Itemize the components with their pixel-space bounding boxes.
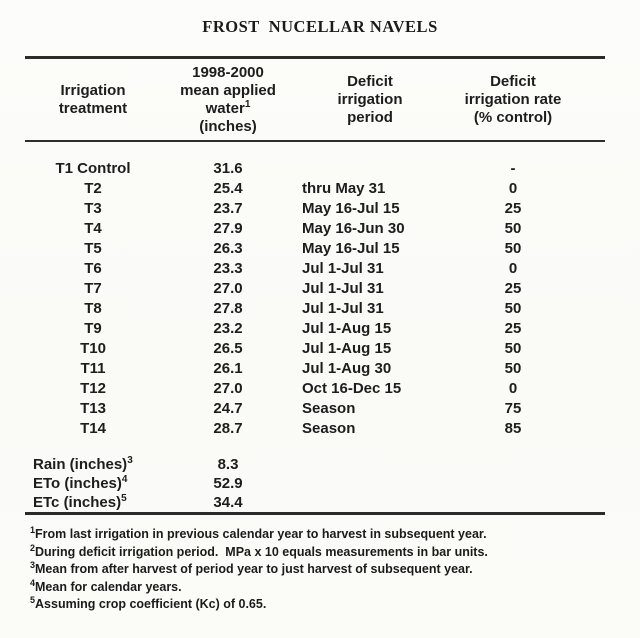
header-line: mean applied (180, 82, 276, 99)
footnote-marker: 5 (121, 493, 127, 504)
footnote (30, 596, 605, 614)
footnote-marker: 4 (121, 474, 128, 485)
footnote-text: Assuming crop coefficient (Kc) of 0.65. (35, 597, 267, 611)
cell-period: Season (302, 420, 356, 437)
header-line: irrigation (337, 91, 403, 108)
cell-rate: - (510, 160, 516, 177)
table-bottom-rule (25, 512, 605, 515)
summary-label: Rain (inches)$^3$ (33, 455, 133, 473)
cell-rate: 0 (508, 180, 518, 197)
cell-applied-water: 27.0 (213, 280, 243, 297)
footnotes-section (25, 526, 605, 614)
cell-treatment: T8 (84, 300, 102, 317)
cell-period: Jul 1-Jul 31 (302, 300, 384, 317)
footnote (30, 579, 605, 597)
footnote (30, 561, 605, 579)
page-title: FROST NUCELLAR NAVELS (202, 17, 438, 36)
cell-spacer (581, 179, 605, 199)
footnote-marker: 3 (30, 559, 36, 570)
header-deficit-irrigation-period (295, 64, 445, 136)
cell-treatment: T4 (84, 220, 102, 237)
header-mean-applied-water (161, 64, 295, 136)
table-row (25, 159, 605, 179)
table-row (25, 419, 605, 439)
cell-applied-water: 23.3 (213, 260, 243, 277)
cell-spacer (581, 199, 605, 219)
table-row (25, 359, 605, 379)
footnote-marker: 3 (127, 455, 133, 466)
cell-spacer (581, 279, 605, 299)
cell-period (295, 159, 445, 179)
table-body (25, 142, 605, 439)
cell-rate: 50 (504, 220, 522, 237)
cell-period: Jul 1-Aug 15 (302, 340, 392, 357)
cell-applied-water: 27.8 (213, 300, 243, 317)
cell-rate: 75 (504, 400, 522, 417)
table-row (25, 319, 605, 339)
summary-row (25, 455, 605, 474)
cell-spacer (581, 319, 605, 339)
cell-treatment: T13 (80, 400, 106, 417)
cell-applied-water: 28.7 (213, 420, 243, 437)
table-row (25, 199, 605, 219)
cell-rate: 85 (504, 420, 522, 437)
table-row (25, 379, 605, 399)
header-line: 1998-2000 (192, 64, 264, 81)
summary-value: 8.3 (217, 456, 239, 473)
header-spacer (581, 64, 605, 136)
summary-value: 34.4 (213, 494, 243, 511)
cell-rate: 25 (504, 320, 522, 337)
summary-value: 52.9 (213, 475, 243, 492)
cell-period: Jul 1-Jul 31 (302, 260, 384, 277)
cell-period: May 16-Jul 15 (302, 240, 400, 257)
cell-treatment: T14 (80, 420, 106, 437)
cell-period: Oct 16-Dec 15 (302, 380, 402, 397)
cell-treatment: T11 (80, 360, 106, 377)
cell-applied-water: 24.7 (213, 400, 243, 417)
cell-applied-water: 23.7 (213, 200, 243, 217)
footnote-text: From last irrigation in previous calendar year to harvest in subsequent year. (35, 527, 487, 541)
cell-period: Jul 1-Jul 31 (302, 280, 384, 297)
cell-rate: 25 (504, 280, 522, 297)
header-line: period (347, 109, 393, 126)
footnote-marker: 5 (30, 594, 36, 605)
cell-period: Season (302, 400, 356, 417)
cell-treatment: T9 (84, 320, 102, 337)
header-line: (inches) (199, 118, 257, 135)
cell-applied-water: 23.2 (213, 320, 243, 337)
footnote-marker: 1 (244, 99, 251, 110)
cell-period: thru May 31 (302, 180, 386, 197)
summary-row (25, 474, 605, 493)
cell-spacer (581, 379, 605, 399)
footnote (30, 526, 605, 544)
cell-spacer (581, 159, 605, 179)
header-line: Deficit (490, 73, 536, 90)
header-line: (% control) (473, 109, 553, 126)
cell-treatment: T3 (84, 200, 102, 217)
table-row (25, 219, 605, 239)
summary-section (25, 455, 605, 512)
table-header-row (25, 59, 605, 140)
cell-applied-water: 27.9 (213, 220, 243, 237)
cell-treatment: T1 Control (55, 160, 131, 177)
header-line: Irrigation (60, 82, 126, 99)
summary-label: ETc (inches)$^5$ (33, 493, 127, 511)
cell-rate: 50 (504, 360, 522, 377)
cell-applied-water: 27.0 (213, 380, 243, 397)
table-row (25, 239, 605, 259)
table-row (25, 399, 605, 419)
cell-period: May 16-Jun 30 (302, 220, 405, 237)
cell-applied-water: 31.6 (213, 160, 243, 177)
footnote-text: Mean from after harvest of period year to just harvest of subsequent year. (35, 562, 473, 576)
cell-applied-water: 26.3 (213, 240, 243, 257)
table-row (25, 279, 605, 299)
irrigation-table (25, 56, 605, 614)
summary-label: ETo (inches)$^4$ (33, 474, 128, 492)
cell-treatment: T10 (80, 340, 106, 357)
cell-period: Jul 1-Aug 15 (302, 320, 392, 337)
header-line: Deficit (347, 73, 393, 90)
cell-spacer (581, 259, 605, 279)
cell-period: May 16-Jul 15 (302, 200, 400, 217)
header-irrigation-treatment (25, 64, 161, 136)
cell-spacer (581, 339, 605, 359)
footnote (30, 544, 605, 562)
cell-spacer (581, 239, 605, 259)
cell-spacer (581, 419, 605, 439)
cell-applied-water: 25.4 (213, 180, 243, 197)
cell-applied-water: 26.1 (213, 360, 243, 377)
cell-rate: 50 (504, 340, 522, 357)
cell-spacer (581, 399, 605, 419)
header-deficit-irrigation-rate (445, 64, 581, 136)
footnote-marker: 2 (30, 542, 36, 553)
cell-spacer (581, 359, 605, 379)
cell-treatment: T6 (84, 260, 102, 277)
summary-row (25, 493, 605, 512)
cell-spacer (581, 219, 605, 239)
cell-treatment: T2 (84, 180, 102, 197)
cell-treatment: T5 (84, 240, 102, 257)
footnote-text: During deficit irrigation period. MPa x 10 equals measurements in bar units. (35, 544, 488, 559)
cell-rate: 50 (504, 240, 522, 257)
cell-treatment: T12 (80, 380, 106, 397)
cell-spacer (581, 299, 605, 319)
header-line: treatment (58, 100, 128, 117)
cell-rate: 25 (504, 200, 522, 217)
footnote-marker: 4 (30, 577, 36, 588)
cell-rate: 50 (504, 300, 522, 317)
header-line: irrigation rate (464, 91, 562, 108)
cell-rate: 0 (508, 380, 518, 397)
footnote-marker: 1 (30, 524, 36, 535)
table-row (25, 339, 605, 359)
table-row (25, 179, 605, 199)
footnote-text: Mean for calendar years. (35, 579, 182, 594)
cell-applied-water: 26.5 (213, 340, 243, 357)
header-line: water$^1$ (205, 99, 251, 117)
table-row (25, 299, 605, 319)
table-row (25, 259, 605, 279)
cell-rate: 0 (508, 260, 518, 277)
cell-treatment: T7 (84, 280, 102, 297)
cell-period: Jul 1-Aug 30 (302, 360, 392, 377)
